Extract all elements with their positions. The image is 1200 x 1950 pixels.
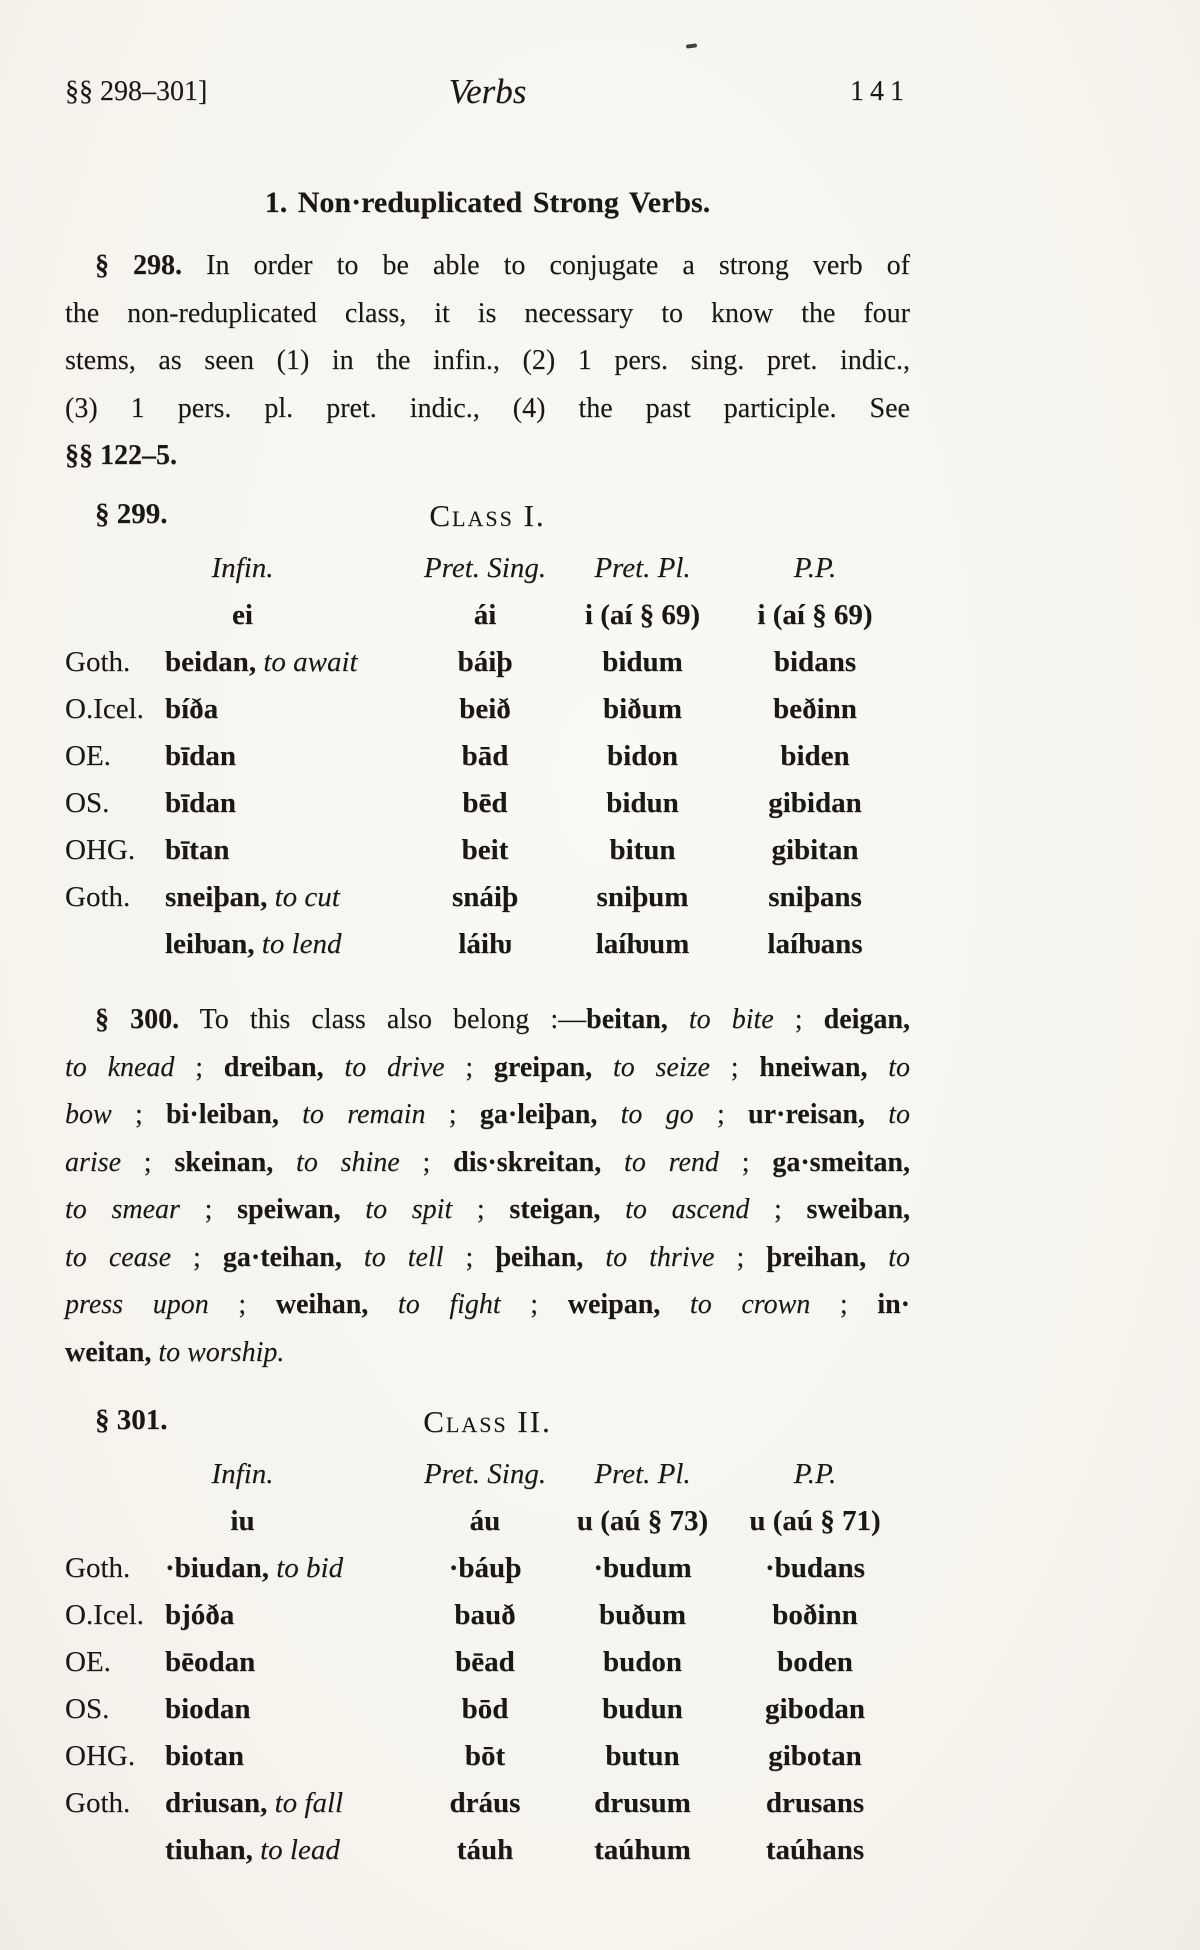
infinitive-cell: driusan, to fall (165, 1787, 344, 1819)
pret-sing-cell: bauð (454, 1599, 516, 1631)
scan-speck (686, 43, 697, 48)
paragraph-line: press upon ; weihan, to fight ; weipan, to crown ; in· (65, 1289, 911, 1320)
gradation-row (65, 592, 910, 639)
table-row (65, 827, 910, 874)
pp-cell: gibodan (765, 1693, 865, 1725)
table-row (65, 780, 910, 827)
header-spacer (65, 1451, 165, 1498)
language-label: OE. (65, 740, 111, 772)
table-row (65, 921, 910, 968)
infinitive-cell: sneiþan, to cut (165, 881, 340, 913)
language-label: OS. (65, 787, 110, 819)
header-spacer (65, 545, 165, 592)
column-header-pret-sing: Pret. Sing. (423, 552, 547, 584)
paragraph-line: to knead ; dreiban, to drive ; greipan, to seize ; hneiwan, to (65, 1051, 911, 1083)
running-head (65, 72, 910, 120)
pret-sing-cell: bēd (462, 787, 508, 819)
pret-pl-cell: sniþum (596, 881, 689, 913)
infinitive-cell: bītan (165, 834, 230, 866)
class1-table (65, 545, 910, 968)
column-header-pret-sing: Pret. Sing. (423, 1458, 547, 1490)
pret-pl-cell: biðum (603, 693, 682, 725)
class-title: Class I. (429, 498, 546, 533)
table-row (65, 639, 910, 686)
language-label: Goth. (65, 881, 131, 913)
gradation-pret-sing: ái (473, 599, 497, 631)
pp-cell: gibitan (771, 834, 859, 866)
paragraph-line: to cease ; ga·teihan, to tell ; þeihan, to thrive ; þreihan, to (65, 1241, 911, 1273)
gradation-infin: ei (232, 599, 253, 631)
pp-cell: biden (780, 740, 850, 772)
pp-cell: beðinn (773, 693, 857, 725)
column-header-infin: Infin. (211, 1458, 274, 1490)
paragraph-line: weitan, to worship. (65, 1336, 285, 1368)
table-row (65, 1592, 910, 1639)
class-title: Class II. (423, 1404, 552, 1439)
column-header-infin: Infin. (211, 552, 274, 584)
infinitive-cell: ·biudan, to bid (165, 1552, 344, 1584)
class2-table (65, 1451, 910, 1874)
paragraph-line: the non-reduplicated class, it is necessary to know the four (65, 297, 910, 329)
pp-cell: drusans (765, 1787, 865, 1819)
paragraph-300 (65, 996, 910, 1376)
table-row (65, 1639, 910, 1686)
table-row (65, 1686, 910, 1733)
language-label: Goth. (65, 1552, 131, 1584)
section-301-line (65, 1404, 910, 1444)
table-row (65, 874, 910, 921)
table-row (65, 1780, 910, 1827)
pret-sing-cell: beit (461, 834, 509, 866)
infinitive-cell: bīdan (165, 740, 236, 772)
infinitive-cell: bēodan (165, 1646, 256, 1678)
language-label: OHG. (65, 1740, 136, 1772)
gradation-row (65, 1498, 910, 1545)
pret-pl-cell: ·budum (593, 1552, 692, 1584)
gradation-spacer (65, 592, 165, 639)
language-label: Goth. (65, 1787, 131, 1819)
pret-pl-cell: drusum (594, 1787, 691, 1819)
paragraph-line: bow ; bi·leiban, to remain ; ga·leiþan, to go ; ur·reisan, to (65, 1099, 910, 1130)
pp-cell: gibotan (768, 1740, 862, 1772)
table-row (65, 1827, 910, 1874)
chapter-heading: 1. Non·reduplicated Strong Verbs. (264, 186, 711, 219)
paragraph-line: (3) 1 pers. pl. pret. indic., (4) the past participle. See (65, 392, 910, 424)
pret-sing-cell: dráus (449, 1787, 521, 1819)
section-299-line (65, 498, 910, 538)
pret-sing-cell: bād (461, 740, 509, 772)
pret-pl-cell: laíƕum (595, 928, 690, 960)
gradation-spacer (65, 1498, 165, 1545)
pret-pl-cell: bidon (607, 740, 678, 772)
pret-sing-cell: bōt (464, 1740, 506, 1772)
gradation-pret-pl: u (aú § 73) (576, 1505, 709, 1537)
pp-cell: gibidan (768, 787, 862, 819)
pp-cell: boðinn (772, 1599, 858, 1631)
column-header-pp: P.P. (793, 552, 837, 584)
section-label: § 301. (95, 1404, 168, 1436)
page-title: Verbs (448, 72, 527, 111)
language-label: O.Icel. (65, 693, 144, 725)
pret-pl-cell: buðum (598, 1599, 687, 1631)
section-label: § 299. (95, 498, 168, 530)
language-label (65, 921, 165, 968)
column-header-pret-pl: Pret. Pl. (594, 1458, 691, 1490)
pret-sing-cell: bōd (461, 1693, 509, 1725)
gradation-infin: iu (230, 1505, 255, 1537)
language-label: OS. (65, 1693, 110, 1725)
pp-cell: bidans (773, 646, 857, 678)
paragraph-line: arise ; skeinan, to shine ; dis·skreitan, to rend ; ga·smeitan, (65, 1146, 911, 1178)
paragraph-line: to smear ; speiwan, to spit ; steigan, to ascend ; sweiban, (65, 1194, 911, 1225)
pret-sing-cell: ·báuþ (448, 1552, 522, 1584)
pret-sing-cell: beið (459, 693, 511, 725)
infinitive-cell: tiuhan, to lead (165, 1834, 340, 1866)
table-row (65, 686, 910, 733)
pret-pl-cell: bidun (606, 787, 679, 819)
paragraph-line: stems, as seen (1) in the infin., (2) 1 pers. sing. pret. indic., (65, 345, 910, 376)
pp-cell: laíƕans (767, 928, 863, 960)
paragraph-line: §§ 122–5. (65, 440, 177, 471)
infinitive-cell: biodan (165, 1693, 251, 1725)
table-header-row (65, 1451, 910, 1498)
pret-sing-cell: láiƕ (458, 928, 512, 960)
language-label: O.Icel. (65, 1599, 144, 1631)
pret-pl-cell: budon (602, 1646, 682, 1678)
infinitive-cell: biotan (165, 1740, 244, 1772)
table-row (65, 733, 910, 780)
language-label: Goth. (65, 646, 131, 678)
pp-cell: sniþans (768, 881, 862, 913)
infinitive-cell: bīdan (165, 787, 236, 819)
language-label (65, 1827, 165, 1874)
column-header-pret-pl: Pret. Pl. (594, 552, 691, 584)
gradation-pp: u (aú § 71) (749, 1505, 881, 1537)
pret-pl-cell: bidum (602, 646, 683, 678)
pret-sing-cell: snáiþ (451, 881, 519, 913)
pret-sing-cell: bēad (455, 1646, 515, 1678)
pp-cell: taúhans (765, 1834, 865, 1866)
pret-sing-cell: báiþ (457, 646, 513, 678)
infinitive-cell: bjóða (165, 1599, 235, 1631)
infinitive-cell: leiƕan, to lend (165, 928, 342, 960)
infinitive-cell: beidan, to await (165, 646, 358, 678)
gradation-pret-pl: i (aí § 69) (584, 599, 701, 631)
paragraph-line: § 300. To this class also belong :—beitan, to bite ; deigan, (95, 1004, 911, 1035)
section-range: §§ 298–301] (65, 76, 208, 107)
paragraph-line: § 298. In order to be able to conjugate a strong verb of (95, 250, 911, 281)
pret-pl-cell: budun (602, 1693, 683, 1725)
column-header-pp: P.P. (793, 1458, 837, 1490)
table-row (65, 1733, 910, 1780)
table-header-row (65, 545, 910, 592)
pp-cell: boden (777, 1646, 853, 1678)
language-label: OHG. (65, 834, 136, 866)
table-row (65, 1545, 910, 1592)
pret-pl-cell: taúhum (594, 1834, 691, 1866)
page-number: 141 (850, 76, 910, 107)
gradation-pret-sing: áu (469, 1505, 501, 1537)
pp-cell: ·budans (765, 1552, 865, 1584)
gradation-pp: i (aí § 69) (757, 599, 873, 631)
pret-pl-cell: butun (605, 1740, 680, 1772)
infinitive-cell: bíða (165, 693, 219, 725)
paragraph-298 (65, 242, 910, 480)
pret-sing-cell: táuh (456, 1834, 514, 1866)
pret-pl-cell: bitun (609, 834, 676, 866)
language-label: OE. (65, 1646, 111, 1678)
